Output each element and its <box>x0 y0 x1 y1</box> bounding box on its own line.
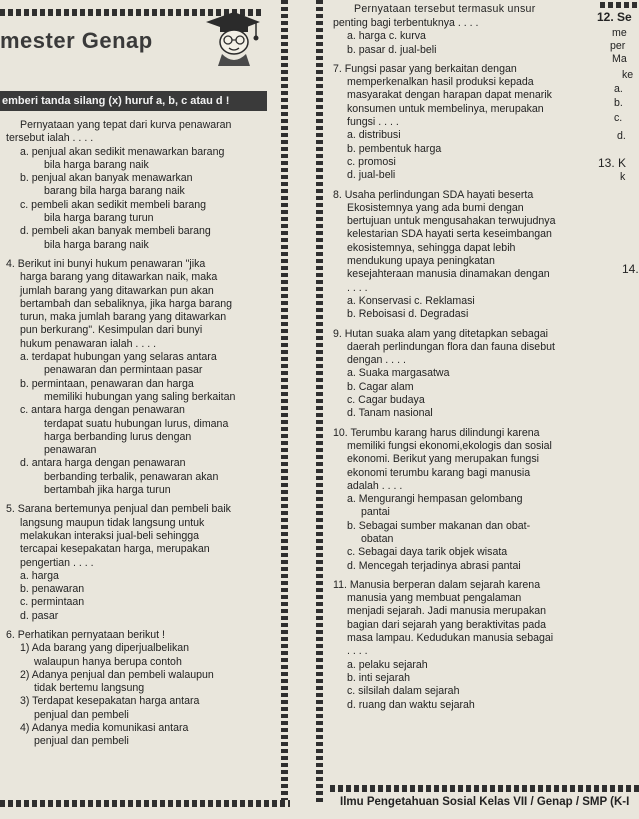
question-line: penawaran dan permintaan pasar <box>44 364 203 377</box>
right-option-c: c. <box>614 112 623 124</box>
question-line: b. pasar d. jual-beli <box>347 43 437 56</box>
question-line: a. penjual akan sedikit menawarkan barang <box>20 145 225 158</box>
question-line: walaupun hanya berupa contoh <box>34 655 182 668</box>
question-line: pun berkurang". Kesimpulan dari bunyi <box>20 324 203 337</box>
question-line: . . . . <box>347 645 368 658</box>
right-option-d: d. <box>617 130 626 142</box>
question-line: d. pasar <box>20 609 59 622</box>
question-14-number: 14. <box>622 262 639 276</box>
question-line: bila harga barang turun <box>44 212 154 225</box>
question-line: kesejahteraan manusia dinamakan dengan <box>347 268 550 281</box>
page-title: mester Genap <box>0 28 153 53</box>
question-line: b. penawaran <box>20 583 85 596</box>
question-line: manusia yang membuat pengalaman <box>347 592 522 605</box>
right-option-a: a. <box>614 83 623 95</box>
question-line: pengertian . . . . <box>20 556 94 569</box>
column-divider-left <box>281 0 288 805</box>
question-line: 7. Fungsi pasar yang berkaitan dengan <box>333 62 517 75</box>
question-line: bila harga barang naik <box>44 158 149 171</box>
right-fragment-1: me <box>612 27 627 39</box>
question-line: langsung maupun tidak langsung untuk <box>20 516 205 529</box>
bottom-decorative-border <box>0 800 290 807</box>
question-line: 4. Berikut ini bunyi hukum penawaran "jika <box>6 257 206 270</box>
question-line: bertambah dan sebaliknya, jika harga barang <box>20 297 233 310</box>
question-line: b. pembentuk harga <box>347 142 442 155</box>
question-line: d. jual-beli <box>347 169 396 182</box>
right-fragment-2: per <box>610 40 626 52</box>
question-line: d. antara harga dengan penawaran <box>20 457 186 470</box>
question-line: b. permintaan, penawaran dan harga <box>20 377 194 390</box>
question-line: tercapai kesepakatan harga, merupakan <box>20 543 210 556</box>
right-option-b: b. <box>614 97 623 109</box>
question-line: 9. Hutan suaka alam yang ditetapkan sebagai <box>333 327 548 340</box>
student-mascot-icon <box>200 8 262 66</box>
question-line: bagian dari sejarah yang beraktivitas pada <box>347 618 547 631</box>
question-line: penjual dan pembeli <box>34 708 129 721</box>
question-12-number: 12. Se <box>597 10 632 24</box>
question-line: a. harga c. kurva <box>347 30 426 43</box>
question-line: fungsi . . . . <box>347 116 399 129</box>
question-line: a. Mengurangi hempasan gelombang <box>347 493 523 506</box>
question-13-number: 13. K <box>598 156 627 170</box>
question-line: d. Mencegah terjadinya abrasi pantai <box>347 559 521 572</box>
question-line: b. Sebagai sumber makanan dan obat- <box>347 519 531 532</box>
question-line: Pernyataan yang tepat dari kurva penawaran <box>20 119 232 131</box>
question-stem-header: Pernyataan tersebut termasuk unsur <box>354 3 536 15</box>
question-line: c. Cagar budaya <box>347 394 425 407</box>
question-line: penjual dan pembeli <box>34 735 129 748</box>
question-line: adalah . . . . <box>347 479 403 492</box>
question-line: masyarakat dengan harapan dapat menarik <box>347 89 552 102</box>
question-line: harga barang yang ditawarkan naik, maka <box>20 271 218 284</box>
question-line: a. harga <box>20 569 59 582</box>
question-line: d. pembeli akan banyak membeli barang <box>20 225 211 238</box>
question-line: memiliki fungsi ekonomi,ekologis dan sosial <box>347 439 552 452</box>
question-line: . . . . <box>347 281 368 294</box>
question-line: b. penjual akan banyak menawarkan <box>20 172 193 185</box>
question-line: b. Cagar alam <box>347 380 414 393</box>
question-line: jumlah barang yang ditawarkan pun akan <box>20 284 214 297</box>
question-line: b. inti sejarah <box>347 671 411 684</box>
question-line: c. Sebagai daya tarik objek wisata <box>347 546 508 559</box>
question-line: pantai <box>361 506 390 519</box>
question-line: c. antara harga dengan penawaran <box>20 404 185 417</box>
question-line: memperkenalkan hasil produksi kepada <box>347 76 534 89</box>
question-line: a. terdapat hubungan yang selaras antara <box>20 351 217 364</box>
question-line: 1) Ada barang yang diperjualbelikan <box>20 642 190 655</box>
question-line: tidak bertemu langsung <box>34 682 145 695</box>
footer-subject: Ilmu Pengetahuan Sosial Kelas VII / Genap / SMP (K-I <box>340 796 630 808</box>
question-line: melakukan interaksi jual-beli sehingga <box>20 529 200 542</box>
question-line: barang bila harga barang naik <box>44 185 185 198</box>
question-line: ekosistemnya, sehingga dapat lebih <box>347 241 516 254</box>
top-right-decorative-border <box>600 2 639 8</box>
question-line: c. pembeli akan sedikit membeli barang <box>20 198 207 211</box>
middle-question-column <box>333 17 605 712</box>
right-fragment-4: ke <box>622 69 634 81</box>
question-line: 10. Terumbu karang harus dilindungi karena <box>333 426 540 439</box>
question-line: a. Suaka margasatwa <box>347 367 450 380</box>
question-line: penawaran <box>44 444 97 457</box>
bottom-right-decorative-border <box>330 785 639 792</box>
question-line: Ekosistemnya yang ada bumi dengan <box>347 201 524 214</box>
question-line: 3) Terdapat kesepakatan harga antara <box>20 695 200 708</box>
question-line: tersebut ialah . . . . <box>6 132 94 145</box>
question-line: d. ruang dan waktu sejarah <box>347 698 475 711</box>
question-line: 6. Perhatikan pernyataan berikut ! <box>6 628 166 641</box>
left-question-column <box>6 119 278 749</box>
question-line: kelestarian SDA hayati serta keseimbangan <box>347 228 552 241</box>
question-line: 2) Adanya penjual dan pembeli walaupun <box>20 668 214 681</box>
question-line: c. permintaan <box>20 596 85 609</box>
question-line: 4) Adanya media komunikasi antara <box>20 722 189 735</box>
question-line: b. Reboisasi d. Degradasi <box>347 308 469 321</box>
question-line: 11. Manusia berperan dalam sejarah karena <box>333 578 541 591</box>
question-line: a. Konservasi c. Reklamasi <box>347 294 475 307</box>
question-line: berbanding terbalik, penawaran akan <box>44 470 219 483</box>
question-line: ekonomi terumbu karang bagi manusia <box>347 466 531 479</box>
question-line: obatan <box>361 532 394 545</box>
column-divider-right <box>316 0 323 805</box>
question-line: harga berbanding lurus dengan <box>44 430 192 443</box>
question-line: mendukung upaya peningkatan <box>347 255 495 268</box>
question-line: terdapat suatu hubungan lurus, dimana <box>44 417 229 430</box>
right-fragment-3: Ma <box>612 53 627 65</box>
question-line: d. Tanam nasional <box>347 407 433 420</box>
question-line: 8. Usaha perlindungan SDA hayati beserta <box>333 188 534 201</box>
question-line: menjadi sejarah. Jadi manusia merupakan <box>347 605 547 618</box>
question-line: dengan . . . . <box>347 354 406 367</box>
question-line: konsumen untuk membelinya, merupakan <box>347 102 544 115</box>
instruction-banner: emberi tanda silang (x) huruf a, b, c atau d ! <box>0 91 267 111</box>
question-line: daerah perlindungan flora dan fauna disebut <box>347 340 555 353</box>
question-line: hukum penawaran ialah . . . . <box>20 337 157 350</box>
question-line: bila harga barang naik <box>44 238 149 251</box>
question-line: memiliki hubungan yang saling berkaitan <box>44 390 236 403</box>
question-line: bertujuan untuk mengusahakan terwujudnya <box>347 215 556 228</box>
question-line: penting bagi terbentuknya . . . . <box>333 17 479 29</box>
question-line: masa lampau. Kedudukan manusia sebagai <box>347 632 554 645</box>
question-line: c. silsilah dalam sejarah <box>347 685 460 698</box>
right-fragment-k: k <box>620 171 626 183</box>
question-line: ekonomi. Berikut yang merupakan fungsi <box>347 453 539 466</box>
question-line: turun, maka jumlah barang yang ditawarkan <box>20 311 227 324</box>
question-line: a. pelaku sejarah <box>347 658 428 671</box>
question-line: a. distribusi <box>347 129 401 142</box>
question-line: 5. Sarana bertemunya penjual dan pembeli baik <box>6 503 231 516</box>
question-line: c. promosi <box>347 155 396 168</box>
question-line: bertambah jika harga turun <box>44 484 171 497</box>
